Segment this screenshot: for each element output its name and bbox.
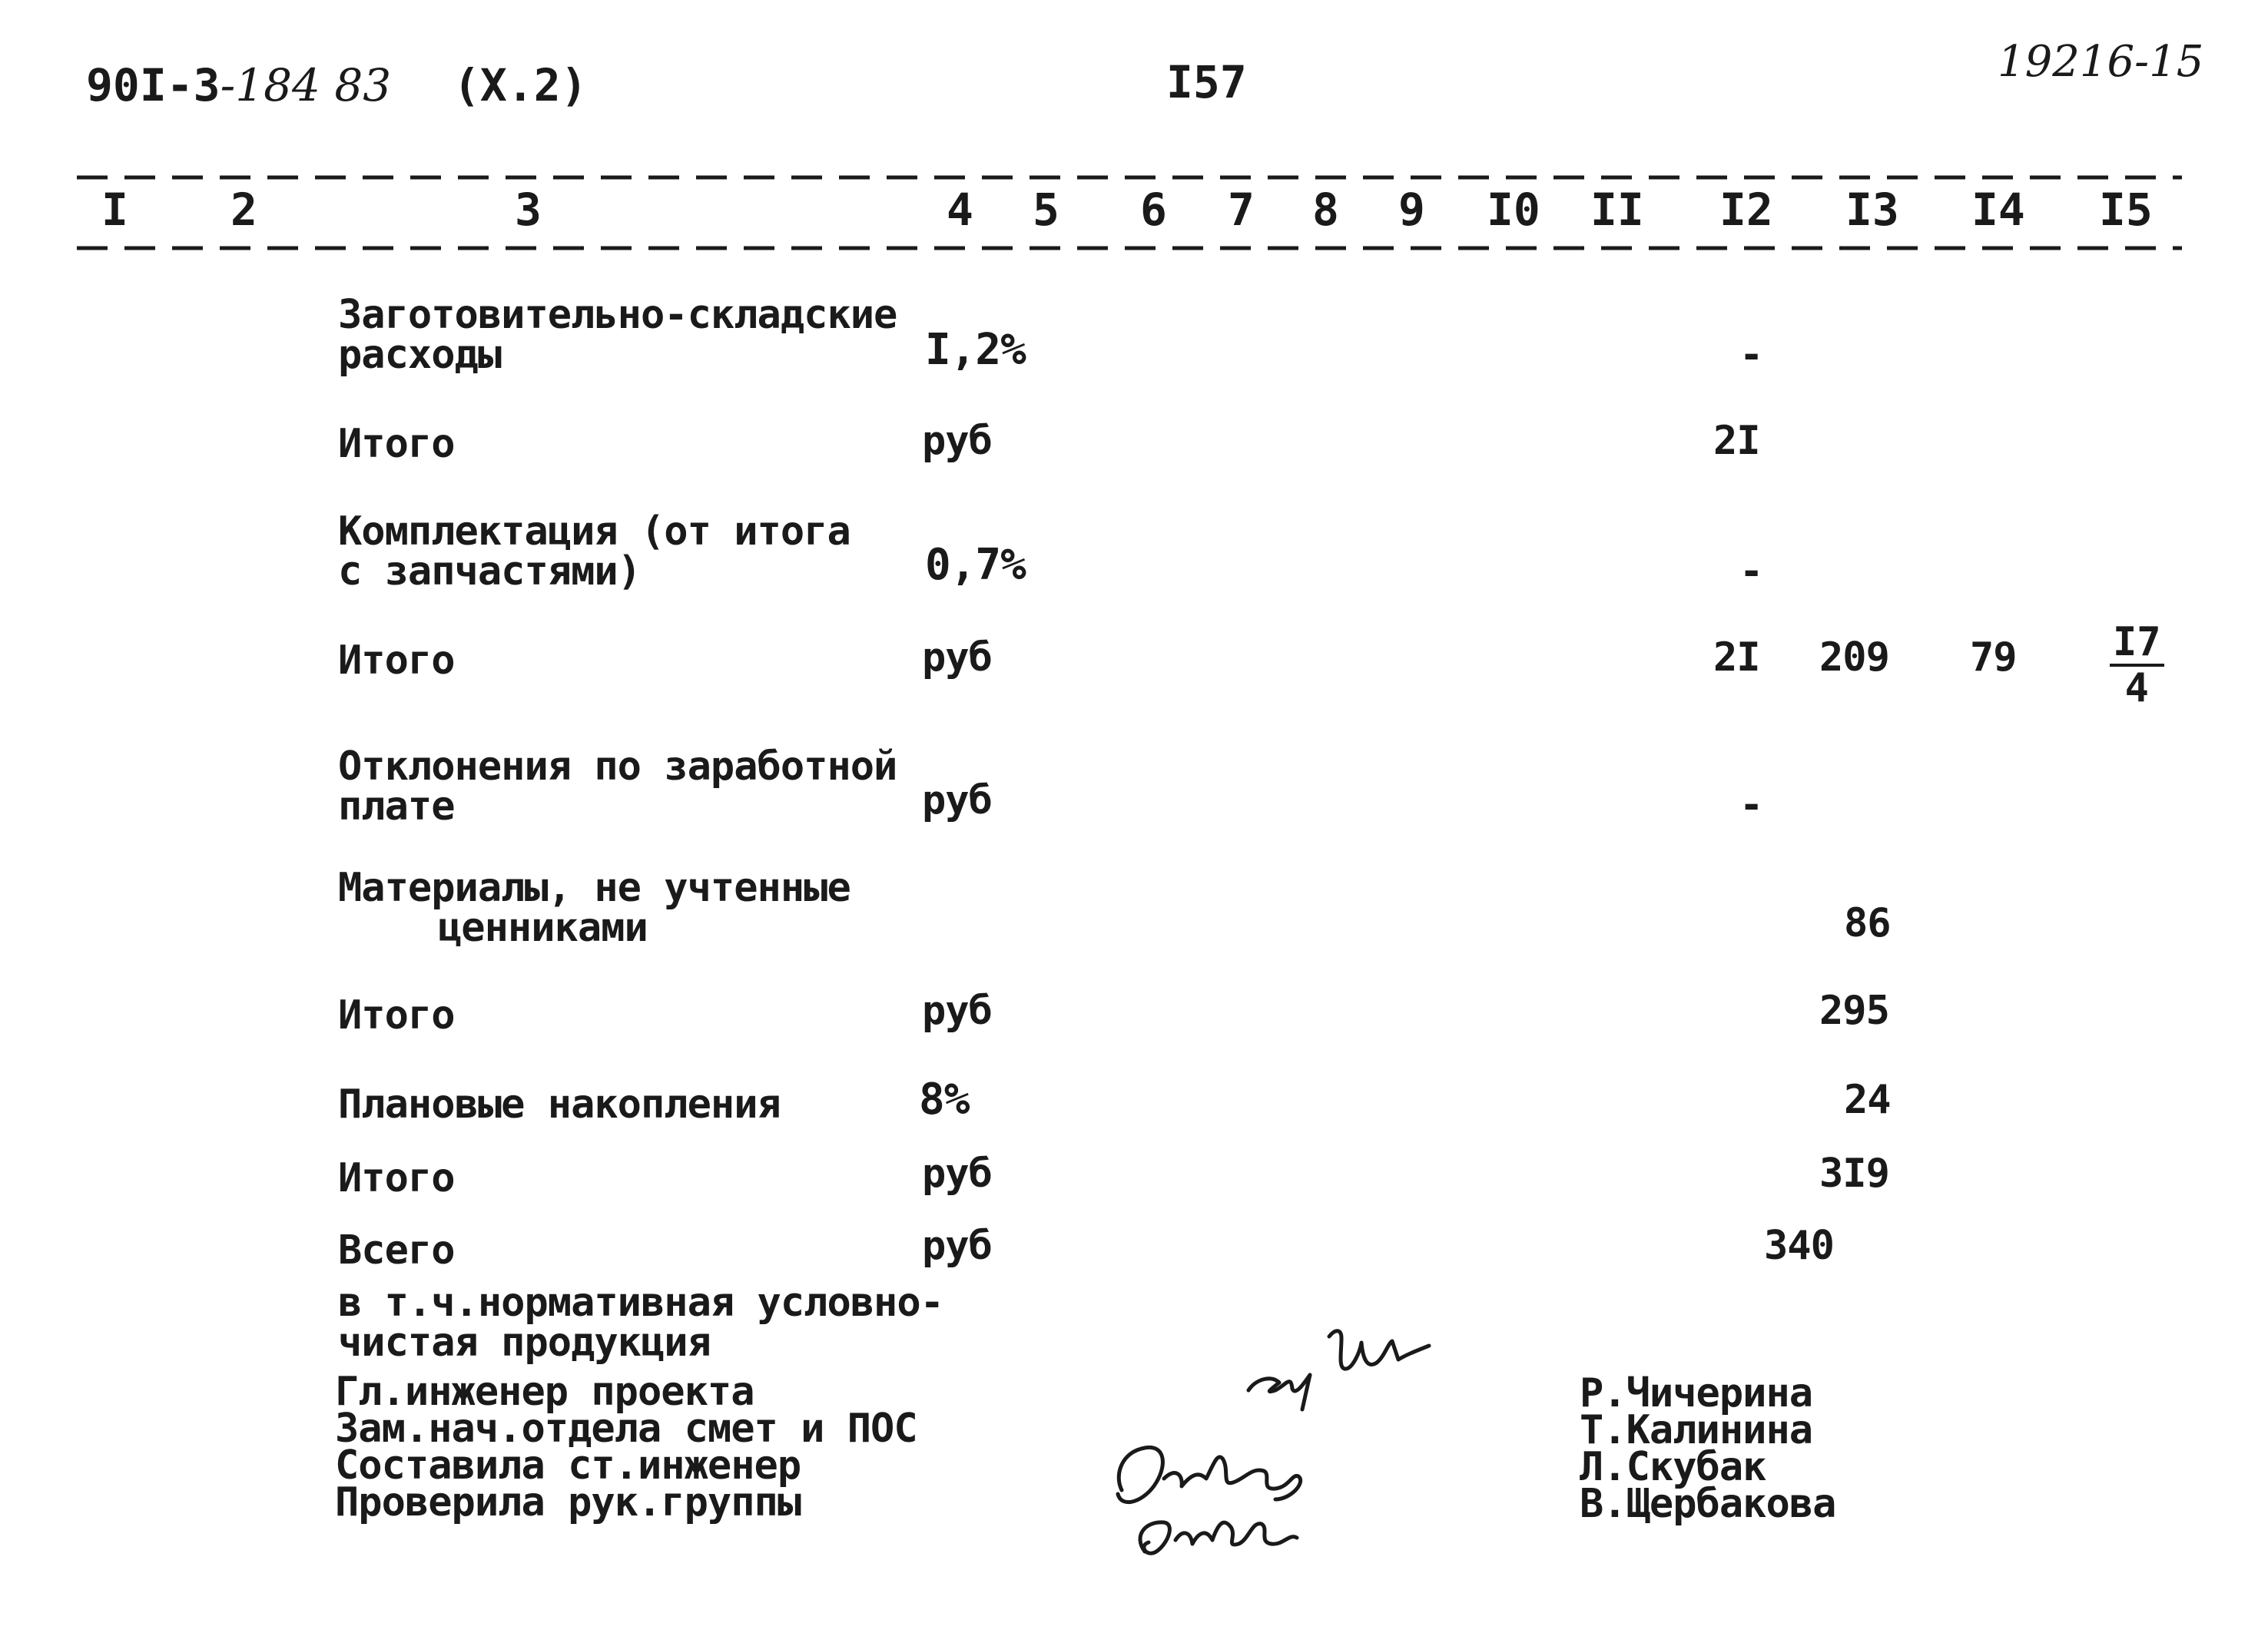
row-subtotal-2-label: Итого: [338, 638, 455, 684]
row-grand-total-value: 340: [1764, 1223, 1834, 1269]
column-header-9: 9: [1398, 184, 1425, 236]
column-header-11: II: [1590, 184, 1644, 236]
row-subtotal-2-col13: 209: [1819, 634, 1889, 681]
row-completion-unit: 0,7%: [925, 540, 1026, 590]
row-completion-label: [338, 508, 850, 595]
signature-roles: [335, 1369, 917, 1525]
name-skubak: Л.Скубак: [1580, 1444, 1766, 1490]
column-header-5: 5: [1033, 184, 1059, 236]
column-header-15: I5: [2099, 184, 2153, 236]
row-procurement-unit: I,2%: [925, 325, 1026, 375]
row-subtotal-4-col13: 3I9: [1819, 1151, 1889, 1197]
row-planned-savings-unit: 8%: [919, 1075, 970, 1125]
row-subtotal-3-unit: руб: [922, 988, 992, 1034]
row-completion-label-line2: с запчастями): [338, 548, 641, 595]
name-chicherina: Р.Чичерина: [1580, 1370, 1813, 1416]
role-checked-by: Проверила рук.группы: [335, 1479, 801, 1525]
column-header-4: 4: [947, 184, 973, 236]
row-subtotal-1-col12: 2I: [1713, 418, 1760, 464]
name-kalinina: Т.Калинина: [1580, 1407, 1813, 1453]
row-wage-deviation-label-line1: Отклонения по заработной: [338, 744, 897, 790]
column-header-7: 7: [1228, 184, 1255, 236]
row-subtotal-2-unit: руб: [922, 634, 992, 681]
column-header-12: I2: [1719, 184, 1773, 236]
column-header-14: I4: [1971, 184, 2025, 236]
document-code-printed: 90I-3: [86, 59, 220, 111]
page-number: I57: [1166, 56, 1247, 108]
row-subtotal-1-unit: руб: [922, 418, 992, 464]
role-chief-engineer: Гл.инженер проекта: [335, 1369, 754, 1415]
row-subtotal-2-col14: 79: [1970, 634, 2017, 681]
row-subtotal-3-col13: 295: [1819, 988, 1889, 1034]
row-subtotal-2-col12: 2I: [1713, 634, 1760, 681]
row-procurement-label: [338, 292, 897, 378]
column-header-10: I0: [1487, 184, 1540, 236]
row-wage-deviation-label: [338, 744, 897, 830]
row-procurement-label-line2: расходы: [338, 332, 502, 378]
row-subtotal-3-label: Итого: [338, 992, 455, 1038]
row-planned-savings-label: Плановые накопления: [338, 1081, 781, 1128]
row-completion-col12: -: [1739, 548, 1763, 595]
row-subtotal-2-col15-numerator: I7: [2110, 621, 2164, 667]
signature-names: [1580, 1370, 1836, 1527]
role-deputy-head: Зам.нач.отдела смет и ПОС: [335, 1406, 917, 1452]
row-net-product-label-line2: чистая продукция: [338, 1320, 711, 1366]
row-subtotal-2-col15-fraction: [2110, 621, 2164, 710]
row-materials-label-line1: Материалы, не учтенные: [338, 865, 850, 911]
column-header-2: 2: [230, 184, 257, 236]
row-wage-deviation-col12: -: [1739, 782, 1763, 828]
row-subtotal-4-unit: руб: [922, 1151, 992, 1197]
row-subtotal-4-label: Итого: [338, 1155, 455, 1201]
row-subtotal-1-label: Итого: [338, 421, 455, 467]
column-header-13: I3: [1845, 184, 1899, 236]
name-shcherbakova: В.Щербакова: [1580, 1481, 1836, 1527]
header-rule-top: [77, 174, 2182, 181]
row-materials-label: [338, 865, 850, 951]
row-grand-total-label: Всего: [338, 1227, 455, 1274]
row-net-product-label-line1: в т.ч.нормативная условно-: [338, 1280, 943, 1326]
handwritten-signatures: [1091, 1298, 1521, 1598]
document-code-handwritten: -184 83: [220, 59, 392, 111]
row-procurement-label-line1: Заготовительно-складские: [338, 292, 897, 338]
row-completion-label-line1: Комплектация (от итога: [338, 508, 850, 555]
column-header-3: 3: [515, 184, 542, 236]
row-subtotal-2-col15-denominator: 4: [2124, 665, 2149, 711]
row-wage-deviation-label-line2: плате: [338, 783, 455, 830]
section-code: (X.2): [453, 59, 588, 111]
row-planned-savings-col13: 24: [1844, 1077, 1891, 1123]
row-wage-deviation-unit: руб: [922, 777, 992, 823]
row-materials-col13: 86: [1844, 900, 1891, 946]
row-grand-total-unit: руб: [922, 1223, 992, 1269]
document-code: [86, 59, 392, 111]
archive-number: 19216-15: [1998, 37, 2204, 87]
row-net-product-label: [338, 1280, 943, 1366]
row-materials-label-line2: ценниками: [438, 905, 648, 951]
column-header-8: 8: [1312, 184, 1339, 236]
header-rule-bottom: [77, 244, 2182, 252]
row-procurement-col12: -: [1739, 332, 1763, 378]
role-compiled-by: Составила ст.инженер: [335, 1443, 801, 1489]
column-header-1: I: [101, 184, 128, 236]
column-header-6: 6: [1140, 184, 1167, 236]
